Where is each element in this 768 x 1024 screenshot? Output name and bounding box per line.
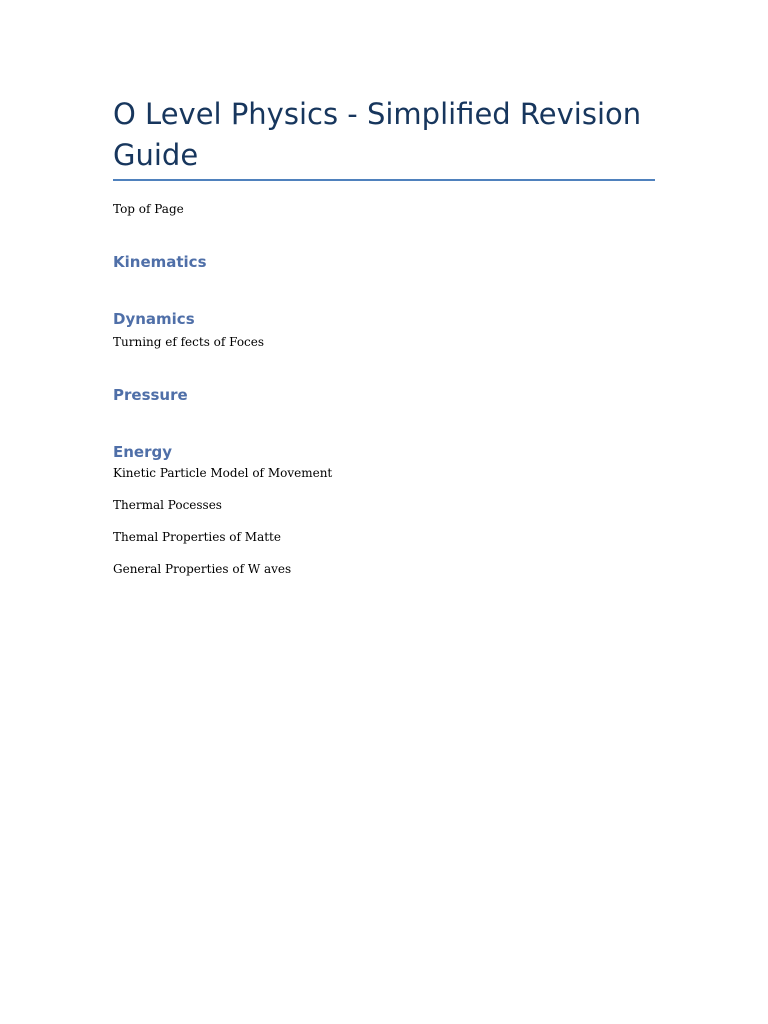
heading-pressure: Pressure xyxy=(113,386,188,404)
energy-item-properties-of-waves: General Properties of W aves xyxy=(113,562,292,576)
heading-energy: Energy xyxy=(113,443,173,461)
document-title: O Level Physics - Simplified Revision Guide xyxy=(113,97,642,172)
heading-kinematics: Kinematics xyxy=(113,253,207,271)
energy-item-thermal-properties: Themal Properties of Matte xyxy=(113,530,281,544)
energy-item-kinetic-particle-model: Kinetic Particle Model of Movement xyxy=(113,466,333,480)
dynamics-item-turning-effects: Turning ef fects of Foces xyxy=(113,335,265,349)
top-of-page-link[interactable]: Top of Page xyxy=(113,202,184,216)
title-underline-divider xyxy=(113,179,655,181)
heading-dynamics: Dynamics xyxy=(113,310,195,328)
energy-item-thermal-processes: Thermal Pocesses xyxy=(113,498,222,512)
